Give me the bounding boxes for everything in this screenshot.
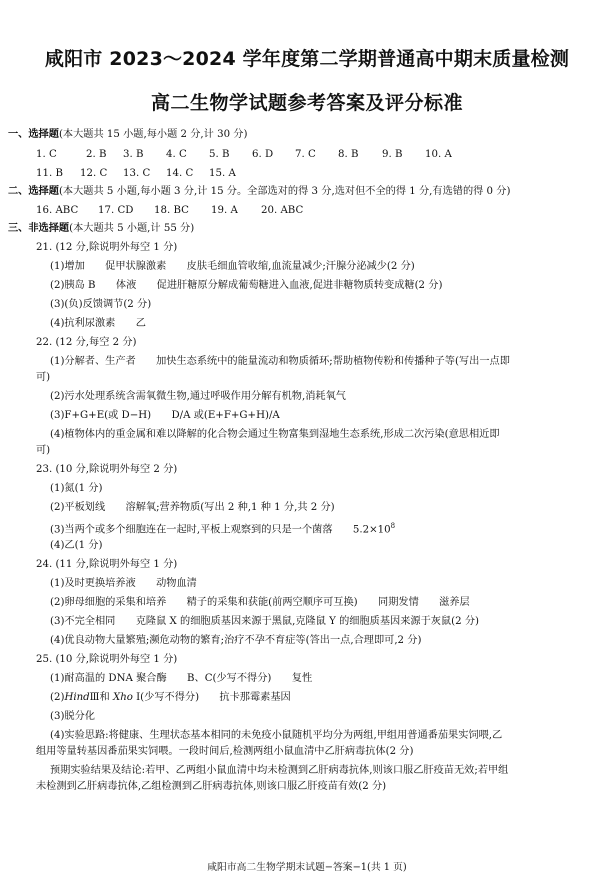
- section1-header: [8, 128, 247, 141]
- q24-line: (2)卵母细胞的采集和培养 精子的采集和获能(前两空顺序可互换) 同期发情 滋养层: [50, 597, 470, 608]
- q24-line: (1)及时更换培养液 动物血清: [50, 578, 197, 589]
- q22-line: (4)植物体内的重金属和难以降解的化合物会通过生物富集到湿地生态系统,形成二次污染(意思相近即: [50, 429, 500, 440]
- q25-line-part: Ⅰ(少写不得分) 抗卡那霉素基因: [132, 692, 291, 703]
- q23-line-text: (3)当两个或多个细胞连在一起时,平板上观察到的只是一个菌落 5.2×10: [50, 524, 391, 536]
- section3-note: (本大题共 5 小题,计 55 分): [69, 223, 195, 234]
- q22-line: (2)污水处理系统含需氧微生物,通过呼吸作用分解有机物,消耗氧气: [50, 391, 346, 402]
- answer-item: 17. CD: [98, 205, 134, 216]
- answer-item: 10. A: [425, 149, 452, 160]
- answer-item: 20. ABC: [261, 205, 304, 216]
- q22-line: 可): [36, 372, 51, 383]
- section3-header: [8, 222, 194, 235]
- answer-item: 15. A: [209, 168, 236, 179]
- answer-item: 1. C: [36, 149, 57, 160]
- page-subtitle: 高二生物学试题参考答案及评分标准: [150, 92, 463, 114]
- q23-heading: 23. (10 分,除说明外每空 2 分): [36, 464, 178, 475]
- section1-heading: 一、选择题: [8, 128, 59, 140]
- q24-heading: 24. (11 分,除说明外每空 1 分): [36, 559, 178, 570]
- enzyme-name: Hind: [64, 692, 90, 703]
- section2-note: (本大题共 5 小题,每小题 3 分,计 15 分。全部选对的得 3 分,选对但不全的得 1 分,有选错的得 0 分): [58, 186, 511, 197]
- q23-line: (1)氮(1 分): [50, 483, 103, 494]
- q25-line: 组用等量转基因番茄果实饲喂。一段时间后,检测两组小鼠血清中乙肝病毒抗体(2 分): [36, 746, 414, 757]
- answer-item: 16. ABC: [36, 205, 79, 216]
- q25-line: (3)脱分化: [50, 711, 95, 722]
- q25-line: [50, 691, 291, 704]
- q24-line: (3)不完全相同 克隆鼠 X 的细胞质基因来源于黑鼠,克隆鼠 Y 的细胞质基因来源于灰鼠(2 分): [50, 616, 480, 627]
- q25-line: (1)耐高温的 DNA 聚合酶 B、C(少写不得分) 复性: [50, 673, 313, 684]
- q21-line: (3)(负)反馈调节(2 分): [50, 299, 152, 310]
- answer-item: 6. D: [252, 149, 274, 160]
- q21-line: (1)增加 促甲状腺激素 皮肤毛细血管收缩,血流量减少;汗腺分泌减少(2 分): [50, 261, 415, 272]
- q25-heading: 25. (10 分,除说明外每空 1 分): [36, 654, 178, 665]
- q23-line: (4)乙(1 分): [50, 540, 103, 551]
- page-footer: 咸阳市高二生物学期末试题−答案−1(共 1 页): [207, 862, 407, 873]
- q25-line-part: (2): [50, 692, 65, 703]
- q23-line: (2)平板划线 溶解氧;营养物质(写出 2 种,1 种 1 分,共 2 分): [50, 502, 335, 513]
- answer-item: 14. C: [166, 168, 194, 179]
- q21-line: (4)抗利尿激素 乙: [50, 318, 146, 329]
- answer-item: 5. B: [209, 149, 230, 160]
- q24-line: (4)优良动物大量繁殖;濒危动物的繁育;治疗不孕不育症等(答出一点,合理即可,2 分): [50, 635, 422, 646]
- answer-item: 8. B: [338, 149, 359, 160]
- q23-line: [50, 520, 395, 536]
- q21-heading: 21. (12 分,除说明外每空 1 分): [36, 242, 178, 253]
- answer-item: 19. A: [211, 205, 238, 216]
- page-title: 咸阳市 2023～2024 学年度第二学期普通高中期末质量检测: [44, 48, 570, 70]
- answer-item: 18. BC: [154, 205, 189, 216]
- q22-line: (1)分解者、生产者 加快生态系统中的能量流动和物质循环;帮助植物传粉和传播种子等(写出一点即: [50, 356, 510, 367]
- q21-line: (2)胰岛 B 体液 促进肝糖原分解成葡萄糖进入血液,促进非糖物质转变成糖(2 分): [50, 280, 443, 291]
- section3-heading: 三、非选择题: [8, 222, 70, 234]
- exponent: 8: [390, 522, 396, 530]
- q25-line: 预期实验结果及结论:若甲、乙两组小鼠血清中均未检测到乙肝病毒抗体,则该口服乙肝疫苗无效;若甲组: [50, 765, 509, 776]
- section1-note: (本大题共 15 小题,每小题 2 分,计 30 分): [58, 129, 248, 140]
- section2-heading: 二、选择题: [8, 185, 59, 197]
- answer-item: 13. C: [123, 168, 151, 179]
- answer-item: 11. B: [36, 168, 63, 179]
- q22-line: (3)F+G+E(或 D−H) D/A 或(E+F+G+H)/A: [50, 410, 280, 421]
- q22-heading: 22. (12 分,每空 2 分): [36, 337, 137, 348]
- answer-item: 7. C: [295, 149, 316, 160]
- q22-line: 可): [36, 445, 51, 456]
- section2-header: [8, 185, 510, 198]
- answer-item: 3. B: [123, 149, 144, 160]
- answer-item: 12. C: [80, 168, 108, 179]
- q25-line-part: Ⅲ和: [89, 692, 113, 703]
- enzyme-name: Xho: [112, 692, 133, 703]
- answer-item: 9. B: [382, 149, 403, 160]
- q25-line: (4)实验思路:将健康、生理状态基本相同的未免疫小鼠随机平均分为两组,甲组用普通番茄果实饲喂,乙: [50, 730, 503, 741]
- answer-item: 4. C: [166, 149, 187, 160]
- q25-line: 未检测到乙肝病毒抗体,乙组检测到乙肝病毒抗体,则该口服乙肝疫苗有效(2 分): [36, 781, 387, 792]
- answer-item: 2. B: [86, 149, 107, 160]
